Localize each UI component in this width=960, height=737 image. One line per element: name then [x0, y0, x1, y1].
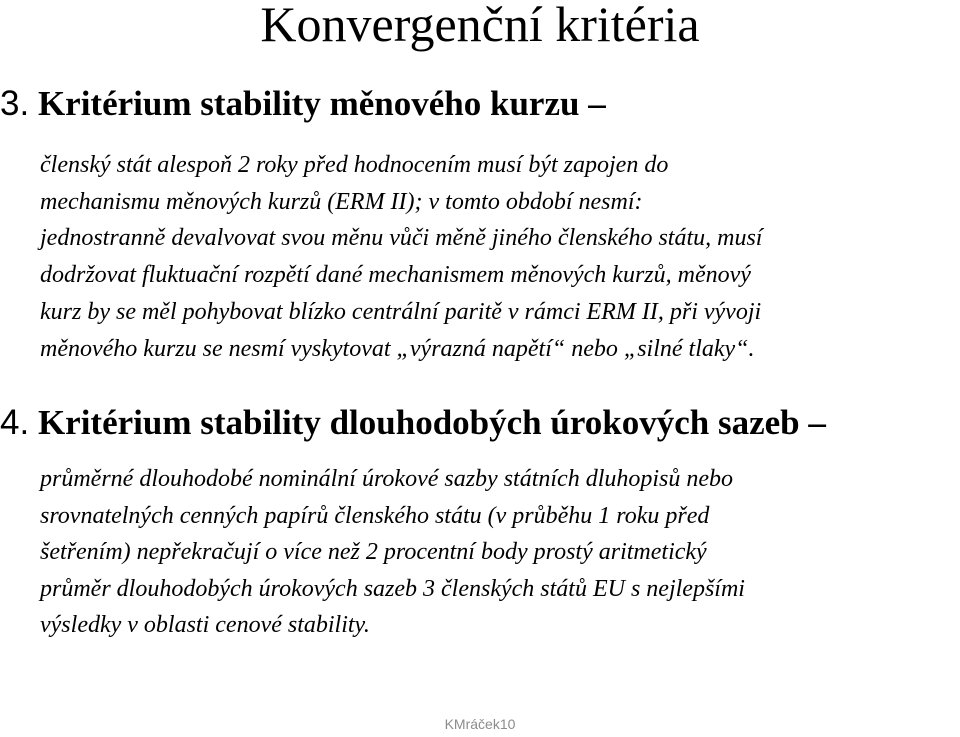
section-3-heading	[0, 84, 606, 124]
section-4-number: 4.	[0, 403, 30, 442]
section-3-heading-text: Kritérium stability měnového kurzu –	[29, 84, 606, 123]
paragraph-line: srovnatelných cenných papírů členského státu (v průběhu 1 roku před	[40, 502, 710, 529]
section-4-paragraph	[40, 461, 955, 644]
paragraph-line: dodržovat fluktuační rozpětí dané mechanismem měnových kurzů, měnový	[40, 262, 751, 289]
paragraph-line: mechanismu měnových kurzů (ERM II); v tomto období nesmí:	[40, 188, 643, 215]
paragraph-line: členský stát alespoň 2 roky před hodnocením musí být zapojen do	[40, 152, 669, 178]
paragraph-line: šetřením) nepřekračují o více než 2 procentní body prostý aritmetický	[40, 539, 707, 566]
paragraph-line: kurz by se měl pohybovat blízko centrální paritě v rámci ERM II, při vývoji	[40, 298, 762, 325]
section-3-number: 3.	[0, 84, 30, 123]
paragraph-line: průměrné dlouhodobé nominální úrokové sazby státních dluhopisů nebo	[40, 466, 734, 492]
section-4-heading-text: Kritérium stability dlouhodobých úrokových sazeb –	[29, 403, 826, 442]
paragraph-line: výsledky v oblasti cenové stability.	[40, 612, 370, 639]
slide-footer: KMráček10	[444, 716, 516, 732]
slide-title: Konvergenční kritéria	[260, 0, 700, 52]
paragraph-line: měnového kurzu se nesmí vyskytovat „výrazná napětí“ nebo „silné tlaky“.	[40, 335, 755, 362]
paragraph-line: jednostranně devalvovat svou měnu vůči měně jiného členského státu, musí	[40, 225, 763, 252]
section-3-paragraph	[40, 147, 955, 367]
paragraph-line: průměr dlouhodobých úrokových sazeb 3 členských států EU s nejlepšími	[40, 575, 745, 602]
section-4-heading	[0, 403, 826, 443]
